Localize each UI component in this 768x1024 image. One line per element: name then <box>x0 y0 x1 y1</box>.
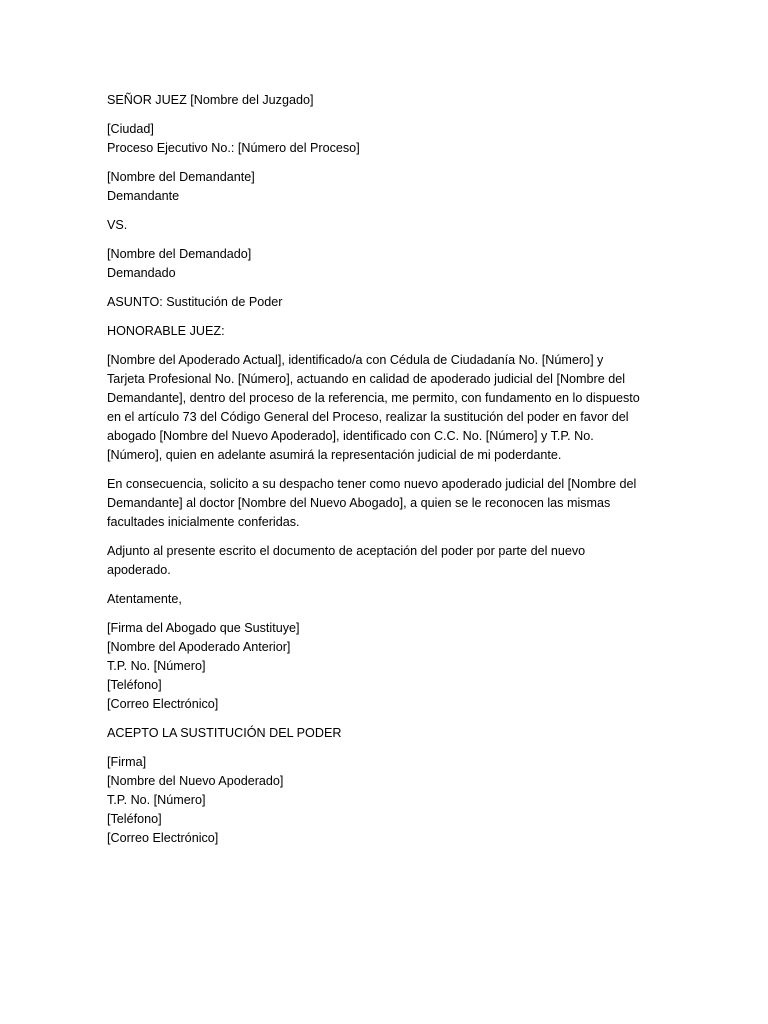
signature-placeholder: [Firma del Abogado que Sustituye] <box>107 621 300 635</box>
signatory-name: [Nombre del Nuevo Apoderado] <box>107 774 284 788</box>
salutation-line: HONORABLE JUEZ: <box>107 324 225 338</box>
subject-line: ASUNTO: Sustitución de Poder <box>107 295 283 309</box>
signature-placeholder: [Firma] <box>107 755 147 769</box>
signatory-tp: T.P. No. [Número] <box>107 659 206 673</box>
signatory-phone: [Teléfono] <box>107 812 162 826</box>
salutation-block <box>107 322 667 341</box>
plaintiff-role: Demandante <box>107 189 180 203</box>
process-line: Proceso Ejecutivo No.: [Número del Proceso] <box>107 141 360 155</box>
paragraph-line: abogado [Nombre del Nuevo Apoderado], identificado con C.C. No. [Número] y T.P. No. <box>107 429 594 443</box>
document-content <box>107 91 667 858</box>
signatory-name: [Nombre del Apoderado Anterior] <box>107 640 291 654</box>
city-line: [Ciudad] <box>107 122 154 136</box>
paragraph-line: en el artículo 73 del Código General del Proceso, realizar la sustitución del poder en favor del <box>107 410 629 424</box>
body-paragraph-2 <box>107 475 667 532</box>
paragraph-line: [Número], quien en adelante asumirá la representación judicial de mi poderdante. <box>107 448 562 462</box>
paragraph-line: Demandante], dentro del proceso de la referencia, me permito, con fundamento en lo dispuesto <box>107 391 640 405</box>
body-paragraph-3 <box>107 542 667 580</box>
court-line: SEÑOR JUEZ [Nombre del Juzgado] <box>107 93 314 107</box>
versus-label: VS. <box>107 218 128 232</box>
closing-block <box>107 590 667 609</box>
acceptance-heading: ACEPTO LA SUSTITUCIÓN DEL PODER <box>107 726 342 740</box>
signatory-email: [Correo Electrónico] <box>107 697 219 711</box>
court-address <box>107 91 667 110</box>
paragraph-line: Tarjeta Profesional No. [Número], actuando en calidad de apoderado judicial del [Nombre del <box>107 372 626 386</box>
paragraph-line: facultades inicialmente conferidas. <box>107 515 300 529</box>
paragraph-line: [Nombre del Apoderado Actual], identificado/a con Cédula de Ciudadanía No. [Número] y <box>107 353 604 367</box>
acceptance-heading-block <box>107 724 667 743</box>
plaintiff-block <box>107 168 667 206</box>
subject-block <box>107 293 667 312</box>
signatory-phone: [Teléfono] <box>107 678 162 692</box>
signatory-tp: T.P. No. [Número] <box>107 793 206 807</box>
defendant-role: Demandado <box>107 266 176 280</box>
city-process <box>107 120 667 158</box>
defendant-name: [Nombre del Demandado] <box>107 247 252 261</box>
defendant-block <box>107 245 667 283</box>
paragraph-line: apoderado. <box>107 563 171 577</box>
closing-line: Atentamente, <box>107 592 182 606</box>
signature-incoming <box>107 753 667 848</box>
plaintiff-name: [Nombre del Demandante] <box>107 170 255 184</box>
versus-block <box>107 216 667 235</box>
paragraph-line: En consecuencia, solicito a su despacho tener como nuevo apoderado judicial del [Nombre del <box>107 477 637 491</box>
paragraph-line: Adjunto al presente escrito el documento de aceptación del poder por parte del nuevo <box>107 544 586 558</box>
signature-outgoing <box>107 619 667 714</box>
paragraph-line: Demandante] al doctor [Nombre del Nuevo Abogado], a quien se le reconocen las mismas <box>107 496 611 510</box>
body-paragraph-1 <box>107 351 667 465</box>
signatory-email: [Correo Electrónico] <box>107 831 219 845</box>
